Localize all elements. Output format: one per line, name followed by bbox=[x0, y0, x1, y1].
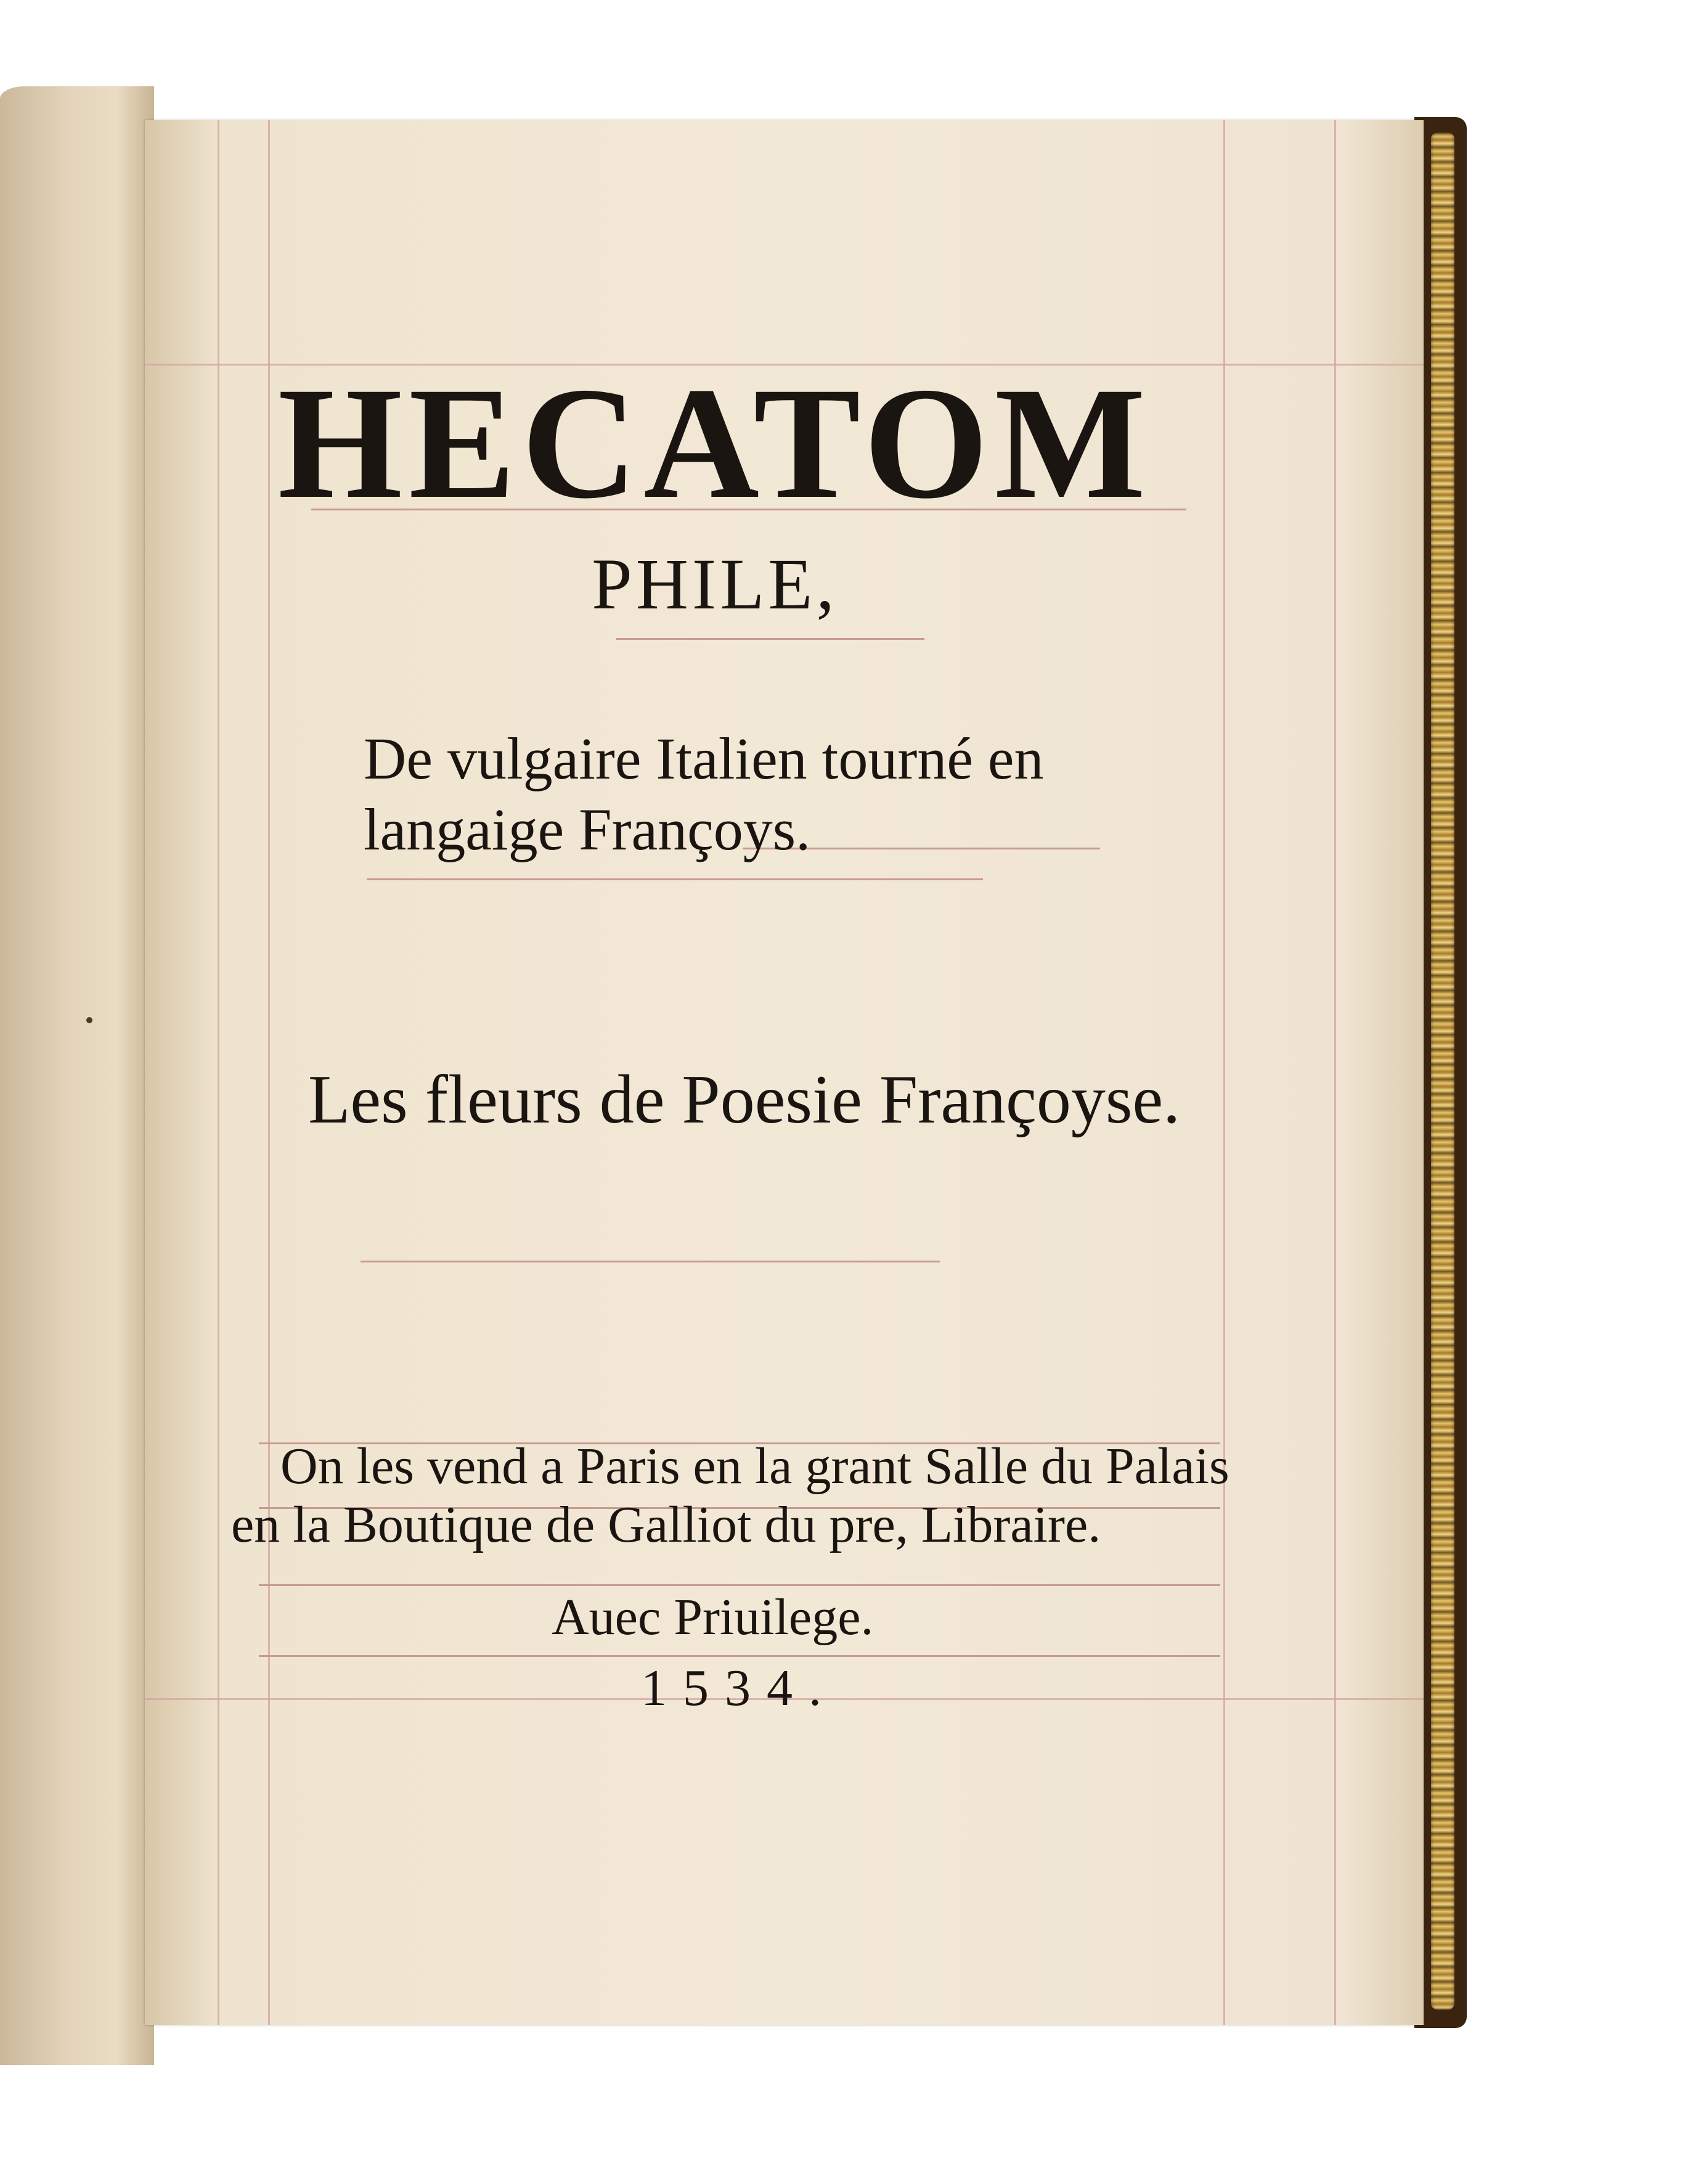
gilt-page-edge bbox=[1431, 133, 1454, 2010]
second-work-title: Les fleurs de Poesie Françoyse. bbox=[308, 1061, 1181, 1138]
privilege-line: Auec Priuilege. bbox=[552, 1589, 874, 1646]
translation-line-1: De vulgaire Italien tourné en bbox=[364, 726, 1044, 791]
subtitle: PHILE, bbox=[592, 544, 838, 624]
facing-left-page bbox=[0, 86, 154, 2065]
publication-year: 1534. bbox=[641, 1659, 838, 1717]
paper-speck bbox=[86, 1017, 92, 1023]
ruling-left-outer bbox=[218, 120, 219, 2025]
translation-line-2: langaige Françoys. bbox=[364, 796, 811, 862]
imprint-line-1: On les vend a Paris en la grant Salle du Palais bbox=[280, 1438, 1229, 1495]
imprint-line-2: en la Boutique de Galliot du pre, Libraire. bbox=[231, 1496, 1101, 1553]
title: HECATOM bbox=[277, 354, 1152, 532]
